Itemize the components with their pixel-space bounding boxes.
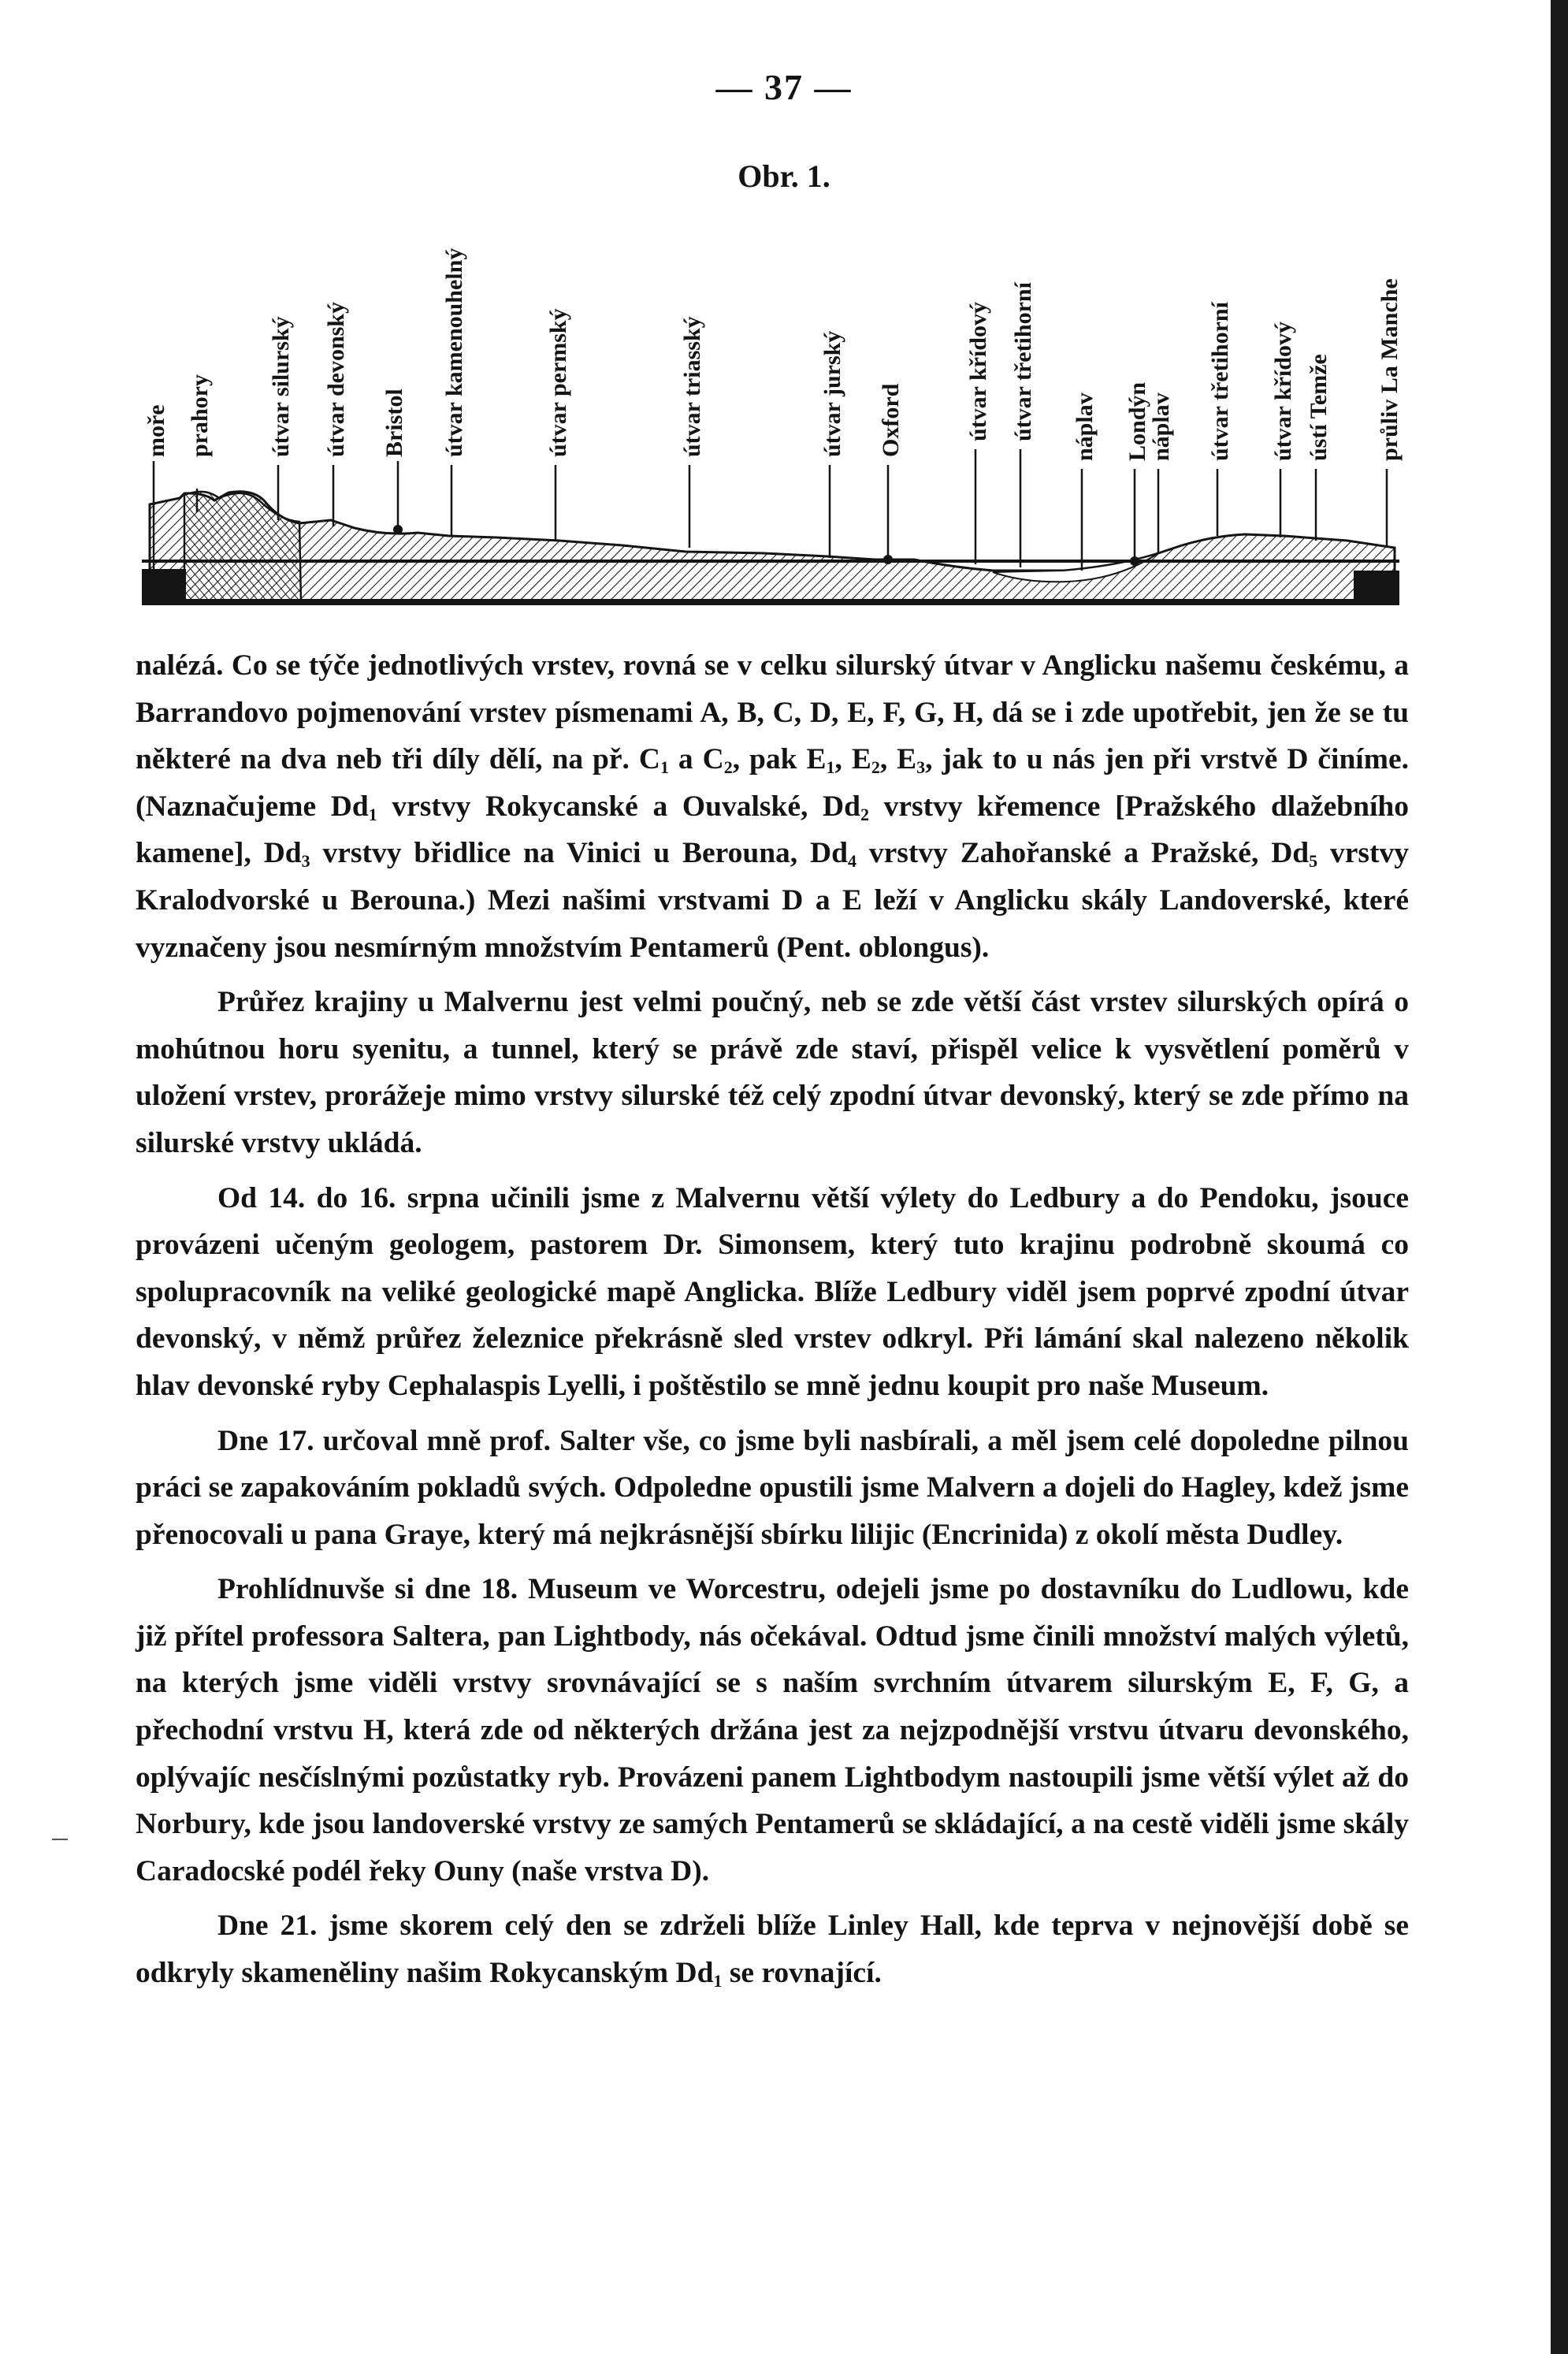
baseline — [142, 599, 1399, 605]
body-text — [136, 642, 1409, 1997]
page-edge-shadow — [1551, 0, 1568, 2354]
label-london: Londýn — [1124, 381, 1150, 461]
paragraph-2: Průřez krajiny u Malvernu jest velmi poučný, neb se zde větší část vrstev silurských opírá o mohútnou horu syenitu, a tunnel, který se právě zde staví, přispěl velice k vysvětlení poměrů v uložení vrstev, prorážeje mimo vrstvy silurské též celý zpodní útvar devonský, který se zde přímo na silurské vrstvy ukládá. — [136, 986, 1409, 1159]
label-jura: útvar jurský — [819, 330, 845, 457]
figure-caption: Obr. 1. — [738, 158, 830, 194]
label-krida: útvar křídový — [965, 302, 991, 441]
bristol-marker — [393, 525, 403, 534]
label-tretihory: útvar třetihorní — [1010, 282, 1036, 441]
margin-mark — [52, 1839, 68, 1840]
paragraph-1: nalézá. Co se týče jednotlivých vrstev, rovná se v celku silurský útvar v Anglicku našemu českému, a Barrandovo pojmenování vrstev písmenami A, B, C, D, E, F, G, H, dá se i zde upotřebit, jen že se tu některé na dva neb tři díly dělí, na př. $C_1$ a $C_2$, pak $E_1$, $E_2$, $E_3$, jak to u nás jen při vrstvě D činíme. (Naznačujeme $Dd_1$ vrstvy Rokycanské a Ouvalské, $Dd_2$ vrstvy křemence [Pražského dlažebního kamene], $Dd_3$ vrstvy břidlice na Vinici u Berouna, $Dd_4$ vrstvy Zahořanské a Pražské, $Dd_5$ vrstvy Kralodvorské u Berouna.) Mezi našimi vrstvami D a E leží v Anglicku skály Landoverské, které vyznačeny jsou nesmírným množstvím Pentamerů (Pent. oblongus). — [136, 649, 1409, 964]
paragraph-5: Prohlídnuvše si dne 18. Museum ve Worcestru, odejeli jsme po dostavníku do Ludlowu, kde již přítel professora Saltera, pan Lightbody, nás očekával. Odtud jsme činili množství malých výletů, na kterých jsme viděli vrstvy srovnávající se s naším svrchním útvarem silurským E, F, G, a přechodní vrstvu H, která zde od některých držána jest za nejzpodnější vrstvu útvaru devonského, oplývajíc nesčíslnými pozůstatky ryb. Provázeni panem Lightbodym nastoupili jsme větší výlet až do Norbury, kde jsou landoverské vrstvy ze samých Pentamerů se skládající, a na cestě viděli jsme skály Caradocské podél řeky Ouny (naše vrstva D). — [136, 1573, 1409, 1887]
label-la-manche: průliv La Manche — [1377, 278, 1403, 461]
page-number: — 37 — — [715, 67, 853, 107]
strata-section — [150, 492, 1395, 603]
label-kamenouhelny: útvar kamenouhelný — [441, 247, 467, 457]
label-oxford: Oxford — [878, 383, 904, 457]
label-prahory: prahory — [187, 374, 213, 457]
label-perm: útvar permský — [545, 308, 571, 457]
label-naplav-1: náplav — [1072, 392, 1098, 461]
label-trias: útvar triasský — [679, 316, 705, 457]
label-tretihory-2: útvar třetihorní — [1207, 302, 1233, 461]
london-marker — [1130, 556, 1139, 566]
sea-right — [1354, 571, 1399, 604]
paragraph-6: Dne 21. jsme skorem celý den se zdrželi blíže Linley Hall, kde teprva v nejnovější době se odkryly skameněliny našim Rokycanským $Dd_1$ se rovnající. — [136, 1910, 1409, 1991]
label-bristol: Bristol — [381, 389, 407, 457]
geological-cross-section — [118, 189, 1426, 630]
sea-left — [142, 569, 186, 604]
label-devon: útvar devonský — [323, 302, 349, 457]
oxford-marker — [883, 555, 893, 564]
label-temze: ústí Temže — [1306, 354, 1332, 461]
paragraph-3: Od 14. do 16. srpna učinili jsme z Malvernu větší výlety do Ledbury a do Pendoku, jsouce provázeni učeným geologem, pastorem Dr. Simonsem, který tuto krajinu podrobně skoumá co spolupracovník na veliké geologické mapě Anglicka. Blíže Ledbury viděl jsem poprvé zpodní útvar devonský, v němž průřez železnice překrásně sled vrstev odkryl. Při lámání skal nalezeno několik hlav devonské ryby Cephalaspis Lyelli, i poštěstilo se mně jednu koupit pro naše Museum. — [136, 1181, 1409, 1402]
label-more: moře — [143, 404, 169, 457]
label-silur: útvar silurský — [268, 316, 294, 457]
prahory-hill — [184, 492, 301, 603]
label-naplav-2: náplav — [1148, 392, 1174, 461]
paragraph-4: Dne 17. určoval mně prof. Salter vše, co jsme byli nasbírali, a měl jsem celé dopoledne pilnou práci se zapakováním pokladů svých. Odpoledne opustili jsme Malvern a dojeli do Hagley, kdež jsme přenocovali u pana Graye, který má nejkrásnější sbírku lilijic (Encrinida) z okolí města Dudley. — [136, 1424, 1409, 1551]
baseline-top — [142, 560, 1399, 563]
label-krida-2: útvar křídový — [1270, 322, 1296, 461]
